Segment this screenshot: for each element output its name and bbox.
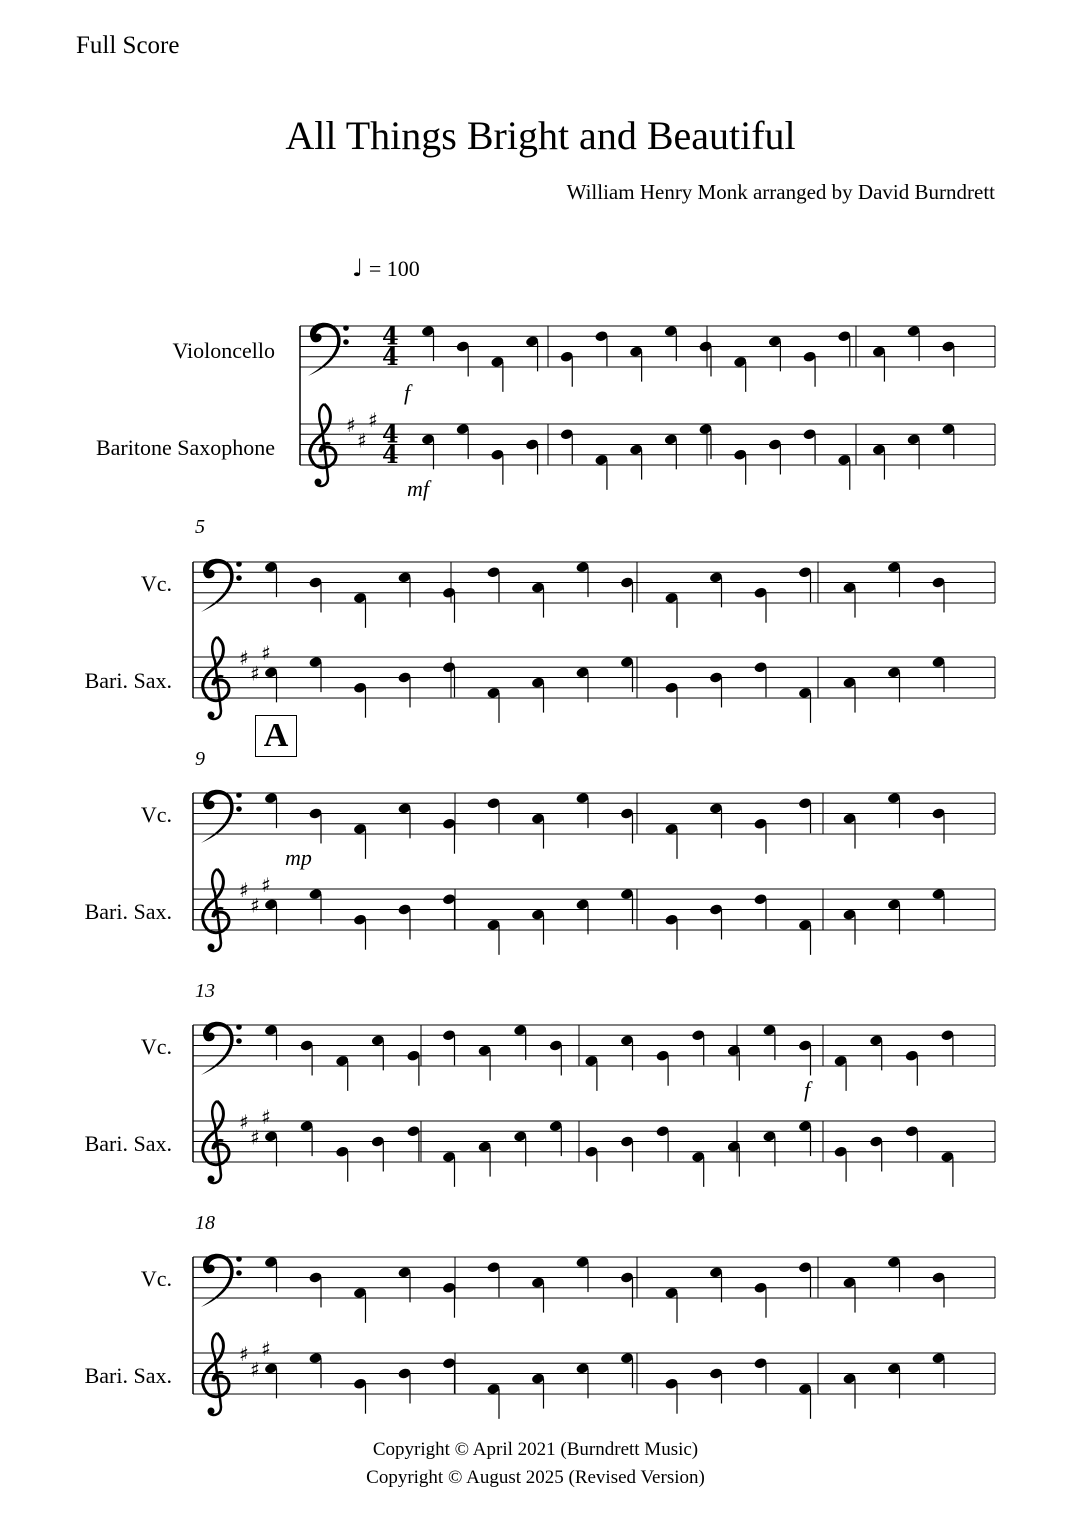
bass-clef-icon <box>201 1254 242 1307</box>
sharp-icon: ♯ <box>250 1125 260 1150</box>
treble-clef-icon <box>203 869 229 951</box>
sharp-icon: ♯ <box>261 1104 271 1129</box>
sharp-icon: ♯ <box>261 640 271 665</box>
staff-system <box>300 321 995 489</box>
instrument-label-sax: Baritone Saxophone <box>95 435 275 460</box>
rehearsal-mark: A <box>255 715 297 757</box>
instrument-label-sax: Bari. Sax. <box>84 668 172 693</box>
treble-clef-icon <box>310 404 336 486</box>
time-signature-denominator: 4 <box>382 439 399 469</box>
sharp-icon: ♯ <box>250 893 260 918</box>
treble-clef-icon <box>203 1333 229 1415</box>
staff-system <box>193 559 995 723</box>
treble-clef-icon <box>203 1101 229 1183</box>
bass-clef-icon <box>308 323 349 376</box>
measure-number: 5 <box>195 516 205 538</box>
copyright-line: Copyright © August 2025 (Revised Version) <box>366 1467 705 1488</box>
sharp-icon: ♯ <box>239 878 249 902</box>
staff-system <box>193 1022 995 1187</box>
sharp-icon: ♯ <box>261 872 271 897</box>
copyright-line: Copyright © April 2021 (Burndrett Music) <box>372 1439 699 1460</box>
measure-number: 9 <box>195 748 205 770</box>
instrument-label-sax: Bari. Sax. <box>84 899 172 924</box>
score-label: Full Score <box>76 32 180 59</box>
dynamic-marking: mp <box>285 845 312 870</box>
footer-copyright <box>0 1436 1071 1492</box>
dynamic-marking: f <box>804 1077 811 1102</box>
sharp-icon: ♯ <box>250 661 260 686</box>
bass-clef-icon <box>201 1022 242 1075</box>
dynamic-marking: mf <box>407 476 429 501</box>
sharp-icon: ♯ <box>239 1342 249 1366</box>
sharp-icon: ♯ <box>368 407 378 432</box>
composer-credit: William Henry Monk arranged by David Burndrett <box>566 180 995 204</box>
tempo-value: = 100 <box>368 256 420 281</box>
instrument-label-cello: Violoncello <box>172 338 275 363</box>
sharp-icon: ♯ <box>239 1110 249 1134</box>
instrument-label-sax: Bari. Sax. <box>84 1131 172 1156</box>
time-signature-numerator: 4 <box>382 419 399 449</box>
time-signature-denominator: 4 <box>382 341 399 371</box>
sharp-icon: ♯ <box>250 1357 260 1382</box>
sharp-icon: ♯ <box>346 413 356 437</box>
dynamic-marking: f <box>404 380 411 405</box>
sharp-icon: ♯ <box>357 428 367 453</box>
staff-system <box>193 1254 995 1419</box>
instrument-label-cello: Vc. <box>140 571 172 596</box>
quarter-note-icon: ♩ <box>352 254 364 282</box>
instrument-label-sax: Bari. Sax. <box>84 1363 172 1388</box>
staff-system <box>193 790 995 955</box>
sharp-icon: ♯ <box>261 1336 271 1361</box>
instrument-label-cello: Vc. <box>140 1034 172 1059</box>
sharp-icon: ♯ <box>239 646 249 670</box>
measure-number: 18 <box>195 1212 215 1234</box>
bass-clef-icon <box>201 559 242 612</box>
page-title: All Things Bright and Beautiful <box>285 113 796 158</box>
time-signature-numerator: 4 <box>382 321 399 351</box>
measure-number: 13 <box>195 980 215 1002</box>
treble-clef-icon <box>203 637 229 719</box>
instrument-label-cello: Vc. <box>140 1266 172 1291</box>
bass-clef-icon <box>201 790 242 843</box>
instrument-label-cello: Vc. <box>140 802 172 827</box>
